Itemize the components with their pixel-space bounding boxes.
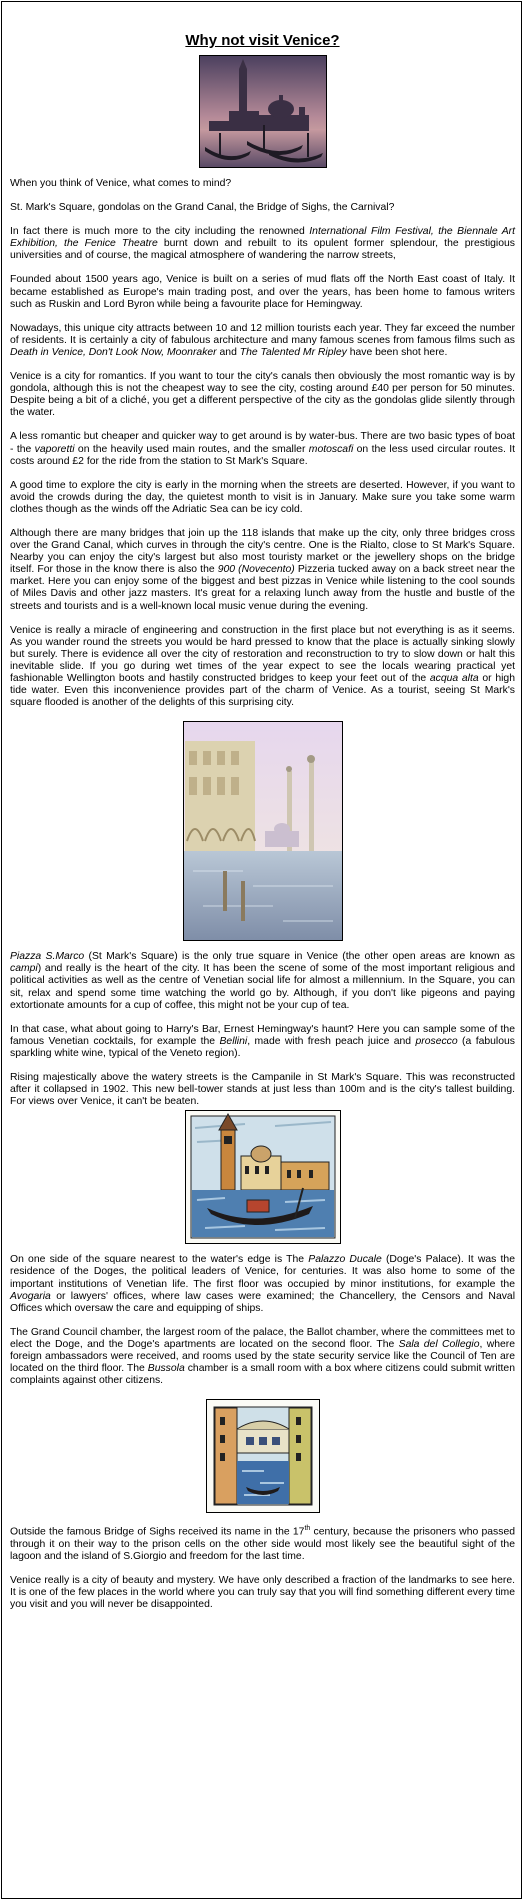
paragraph-harrys-bar: In that case, what about going to Harry's Bar, Ernest Hemingway's haunt? Here you can sample some of the famous Venetian cocktails, for example the Bellini, made with fresh peach juice and prosecco (a fabulous sparkling white wine, typical of the Veneto region). — [10, 1023, 515, 1059]
intro-answer: St. Mark's Square, gondolas on the Grand Canal, the Bridge of Sighs, the Carnival? — [10, 202, 395, 214]
paragraph-closing: Venice really is a city of beauty and mystery. We have only described a fraction of the landmarks to see here. It is one of the few places in the world where you can truly say that you will find something different every time you visit and you will never be disappointed. — [10, 1575, 515, 1611]
paragraph-more-to-city: In fact there is much more to the city including the renowned International Film Festival, the Biennale Art Exhibition, the Fenice Theatre burnt down and rebuilt to its opulent former splendour, the prestigious universities and of course, the magical atmosphere of wandering the narrow streets, — [10, 226, 515, 262]
paragraph-palazzo-ducale: On one side of the square nearest to the water's edge is The Palazzo Ducale (Doge's Palace). It was the residence of the Doges, the political leaders of Venice, for centuries. It was also home to some of the important institutions of Venetian life. The first floor was occupied by minor institutions, for example the Avogaria or lawyers' offices, where law cases were examined; the Chancellery, the Censors and Naval Offices which oversaw the care and equipping of ships. — [10, 1254, 515, 1314]
paragraph-miracle: Venice is really a miracle of engineering and construction in the first place but not everything is as it seems. As you wander round the streets you would be hard pressed to know that the place is actually sinking slowly but surely. There is evidence all over the city of restoration and reconstruction to try to slow down or halt this inevitable slide. If you go during wet times of the year expect to see the locals wearing practical yet fashionable Wellington boots and hastily constructed bridges to keep your feet out of the acqua alta or high tide water. Even this inconvenience provides part of the charm of Venice. As a tourist, seeing St Mark's square flooded is another of the delights of this surprising city. — [10, 624, 515, 709]
campanile-gondola-image — [185, 1110, 341, 1244]
paragraph-grand-council: The Grand Council chamber, the largest room of the palace, the Ballot chamber, where the committees met to elect the Doge, and the Doge's apartments are located on the second floor. The Sala del Collegio, where foreign ambassadors were received, and rooms used by the state security service like the Council of Ten are located on the third floor. The Bussola chamber is a small room with a box where citizens could submit written complaints against other citizens. — [10, 1326, 516, 1387]
paragraph-tourists: Nowadays, this unique city attracts between 10 and 12 million tourists each year. They far exceed the number of residents. It is certainly a city of fabulous architecture and many famous scenes from famous films such as Death in Venice, Don't Look Now, Moonraker and The Talented Mr Ripley have been shot here. — [10, 322, 515, 358]
venice-sunset-illustration — [199, 55, 327, 168]
paragraph-romantics: Venice is a city for romantics. If you want to tour the city's canals then obviously the most romantic way is by gondola, although this is not the cheapest way to see the city, costing around £40 per person for 50 minutes. Despite being a bit of a cliché, you get a different perspective of the city as the gondolas glide silently through the water. — [10, 371, 515, 419]
flooded-piazza-image — [183, 721, 343, 941]
bridge-of-sighs-image — [206, 1399, 320, 1513]
paragraph-water-bus: A less romantic but cheaper and quicker way to get around is by water-bus. There are two basic types of boat - the vaporetti on the heavily used main routes, and the smaller motoscafi on the less used circular routes. It costs around £2 for the ride from the station to St Mark's Square. — [10, 431, 515, 467]
paragraph-campanile: Rising majestically above the watery streets is the Campanile in St Mark's Square. This was reconstructed after it collapsed in 1902. This new bell-tower stands at just less than 100m and is the city's tallest building. For views over Venice, it can't be beaten. — [10, 1072, 515, 1108]
document-page — [1, 1, 522, 1899]
paragraph-bridge-of-sighs: Outside the famous Bridge of Sighs received its name in the 17th century, because the prisoners who passed through it on their way to the prison cells on the other side would most likely see the beautiful sight of the lagoon and the island of S.Giorgio and freedom for the last time. — [10, 1525, 515, 1562]
paragraph-morning: A good time to explore the city is early in the morning when the streets are deserted. However, if you want to avoid the crowds during the day, the quietest month to visit is in January. Make sure you take some warm clothes though as the winds off the Adriatic Sea can be icy cold. — [10, 479, 515, 515]
paragraph-piazza: Piazza S.Marco (St Mark's Square) is the only true square in Venice (the other open areas are known as campi) and really is the heart of the city. It has been the scene of some of the most important religious and political activities as well as the centre of Venetian social life for almost a millennium. In the Square, you can sit, relax and spend some time watching the world go by. Although, if you don't like pigeons and paying extortionate amounts for a cup of coffee, this might not be your cup of tea. — [10, 951, 515, 1011]
venice-sunset-image — [199, 55, 327, 168]
page-title: Why not visit Venice? — [185, 32, 340, 49]
intro-question: When you think of Venice, what comes to mind? — [10, 178, 232, 189]
bridge-of-sighs-illustration — [206, 1399, 320, 1513]
article — [10, 32, 515, 1623]
flooded-piazza-illustration — [183, 721, 343, 941]
campanile-gondola-illustration — [185, 1110, 341, 1244]
paragraph-founded: Founded about 1500 years ago, Venice is built on a series of mud flats off the North East coast of Italy. It became established as Europe's main trading post, and over the years, has been home to famous writers such as Ruskin and Lord Byron while being a favourite place for Hemingway. — [10, 274, 515, 310]
paragraph-bridges: Although there are many bridges that join up the 118 islands that make up the city, only three bridges cross over the Grand Canal, which curves in through the city's centre. One is the Rialto, close to St Mark's Square. Nearby you can enjoy the city's largest but also most touristy market or the jewellery shops on the bridge itself. For those in the know there is also the 900 (Novecento) Pizzeria tucked away on a back street near the market. Here you can enjoy some of the biggest and best pizzas in Venice while listening to the cool sounds of Miles Davis and other jazz masters. It's great for a relaxing lunch away from the hustle and bustle of the streets and tourists and is a well-known local music venue during the evening. — [10, 527, 515, 612]
